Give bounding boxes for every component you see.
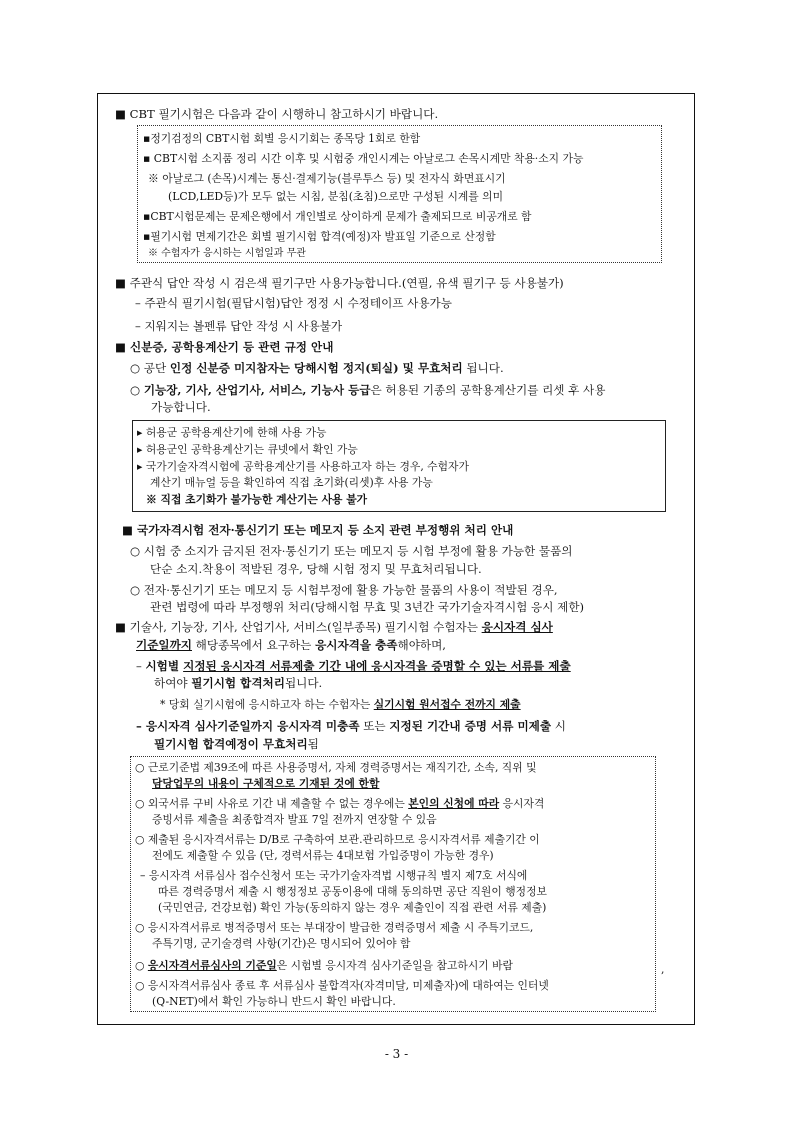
doc-rule: ○ 근로기준법 제39조에 따른 사용증명서, 자체 경력증명서는 재직기간, 소속, 직위 및 xyxy=(135,761,537,774)
practical-exam-note: * 당회 실기시험에 응시하고자 하는 수험자는 실기시험 원서접수 전까지 제출 xyxy=(160,698,521,711)
eligibility-void-rule-line2: 필기시험 합격예정이 무효처리됨 xyxy=(154,737,319,751)
id-calculator-heading: ■ 신분증, 공학용계산기 등 관련 규정 안내 xyxy=(115,340,334,354)
doc-rule: ○ 응시자격서류로 병적증명서 또는 부대장이 발급한 경력증명서 제출 시 주특기코드, xyxy=(135,921,534,934)
doc-rule-line2: (Q-NET)에서 확인 가능하니 반드시 확인 바랍니다. xyxy=(152,995,396,1008)
cbt-item: ▪ CBT시험 소지품 정리 시간 이후 및 시험중 개인시계는 아날로그 손목시계만 착용·소지 가능 xyxy=(143,152,584,165)
device-item: ○ 전자·통신기기 또는 메모지 등 시험부정에 활용 가능한 물품의 사용이 적발된 경우, xyxy=(130,583,558,597)
cbt-item: ▪정기검정의 CBT시험 회별 응시기회는 종목당 1회로 한함 xyxy=(143,132,421,145)
calculator-rule-line2: 가능합니다. xyxy=(151,400,211,414)
device-item: ○ 시험 중 소지가 금지된 전자·통신기기 또는 메모지 등 시험 부정에 활용 가능한 물품의 xyxy=(130,544,573,558)
cbt-item: (LCD,LED등)가 모두 없는 시침, 분침(초침)으로만 구성된 시계를 의미 xyxy=(168,190,504,203)
doc-rule: – 응시자격 서류심사 접수신청서 또는 국가기술자격법 시행규칙 별지 제7호 서식에 xyxy=(140,869,528,882)
doc-rule-line3: (국민연금, 건강보험) 확인 가능(동의하지 않는 경우 제출인이 직접 관련 서류 제출) xyxy=(158,901,547,914)
id-rule-paragraph: ○ 공단 인정 신분증 미지참자는 당해시험 정지(퇴실) 및 무효처리 됩니다. xyxy=(130,361,504,375)
calculator-rule-paragraph: ○ 기능장, 기사, 산업기사, 서비스, 기능사 등급은 허용된 기종의 공학용계산기를 리셋 후 사용 xyxy=(130,383,606,397)
eligibility-heading-line2: 기준일까지 해당종목에서 요구하는 응시자격을 충족해야하며, xyxy=(136,638,446,652)
eligibility-submit-rule-line2: 하여야 필기시험 합격처리됩니다. xyxy=(154,676,323,690)
doc-rule: ○ 응시자격서류심사 종료 후 서류심사 불합격자(자격미달, 미제출자)에 대하여는 인터넷 xyxy=(135,979,549,992)
doc-rule-line2: 담당업무의 내용이 구체적으로 기재된 것에 한함 xyxy=(152,777,380,790)
doc-rule-line2: 주특기명, 군기술경력 사항(기간)은 명시되어 있어야 함 xyxy=(152,937,411,950)
page-number: - 3 - xyxy=(384,1047,409,1061)
answer-item: – 지워지는 볼펜류 답안 작성 시 사용불가 xyxy=(135,319,343,333)
device-item: 단순 소지.착용이 적발된 경우, 당해 시험 정지 및 무효처리됩니다. xyxy=(150,562,482,576)
doc-rule: ○ 제출된 응시자격서류는 D/B로 구축하여 보관.관리하므로 응시자격서류 제출기간 이 xyxy=(135,833,540,846)
doc-rule: ○ 외국서류 구비 사유로 기간 내 제출할 수 없는 경우에는 본인의 신청에 따라 응시자격 xyxy=(135,797,545,810)
calculator-item: ▸ 허용군 공학용계산기에 한해 사용 가능 xyxy=(137,426,327,439)
answer-heading: ■ 주관식 답안 작성 시 검은색 필기구만 사용가능합니다.(연필, 유색 필기구 등 사용불가) xyxy=(115,276,564,290)
doc-rule-line2: 따른 경력증명서 제출 시 행정정보 공동이용에 대해 동의하면 공단 직원이 행정정보 xyxy=(158,885,547,898)
doc-rule-line2: 증빙서류 제출을 최종합격자 발표 7일 전까지 연장할 수 있음 xyxy=(152,813,437,826)
calculator-item: ▸ 국가기술자격시험에 공학용계산기를 사용하고자 하는 경우, 수험자가 xyxy=(137,460,469,473)
doc-rule-line2: 전에도 제출할 수 있음 (단, 경력서류는 4대보험 가입증명이 가능한 경우) xyxy=(152,849,494,862)
calculator-note: ※ 직접 초기화가 불가능한 계산기는 사용 불가 xyxy=(146,493,368,506)
cbt-item: ▪필기시험 면제기간은 회별 필기시험 합격(예정)자 발표일 기준으로 산정함 xyxy=(143,230,496,243)
cbt-heading: ■ CBT 필기시험은 다음과 같이 시행하니 참고하시기 바랍니다. xyxy=(115,107,439,121)
eligibility-heading: ■ 기술사, 기능장, 기사, 산업기사, 서비스(일부종목) 필기시험 수험자는 응시자격 심사 xyxy=(115,620,553,634)
device-heading: ■ 국가자격시험 전자·통신기기 또는 메모지 등 소지 관련 부정행위 처리 안내 xyxy=(122,523,514,537)
cbt-item: ▪CBT시험문제는 문제은행에서 개인별로 상이하게 문제가 출제되므로 비공개로 함 xyxy=(143,210,532,223)
stray-mark: , xyxy=(661,963,665,976)
eligibility-void-rule: – 응시자격 심사기준일까지 응시자격 미충족 또는 지정된 기간내 증명 서류 미제출 시 xyxy=(136,719,566,733)
doc-rule: ○ 응시자격서류심사의 기준일은 시험별 응시자격 심사기준일을 참고하시기 바람 xyxy=(135,959,513,972)
calculator-item: ▸ 허용군인 공학용계산기는 큐넷에서 확인 가능 xyxy=(137,443,358,456)
eligibility-submit-rule: – 시험별 지정된 응시자격 서류제출 기간 내에 응시자격을 증명할 수 있는 서류를 제출 xyxy=(136,659,571,673)
device-item: 관련 법령에 따라 부정행위 처리(당해시험 무효 및 3년간 국가기술자격시험 응시 제한) xyxy=(150,600,585,614)
answer-item: – 주관식 필기시험(필답시험)답안 정정 시 수정테이프 사용가능 xyxy=(135,296,452,310)
calculator-item: 계산기 매뉴얼 등을 확인하여 직접 초기화(리셋)후 사용 가능 xyxy=(150,476,433,489)
cbt-note: ※ 수험자가 응시하는 시험일과 무관 xyxy=(148,248,306,259)
cbt-item: ※ 아날로그 (손목)시계는 통신·결제기능(블루투스 등) 및 전자식 화면표시기 xyxy=(148,172,506,185)
